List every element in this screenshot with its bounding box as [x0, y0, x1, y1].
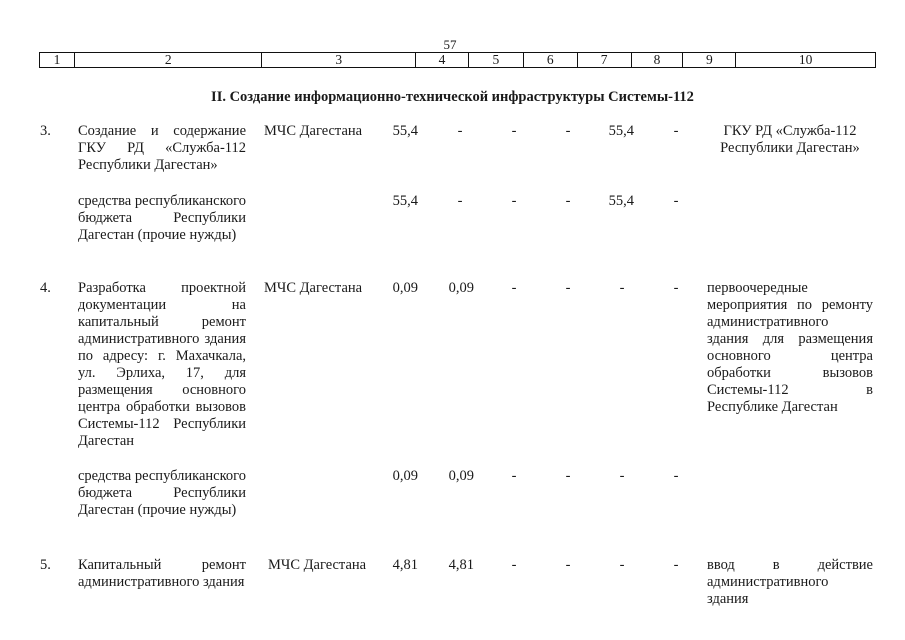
row-executor: МЧС Дагестана — [264, 280, 363, 296]
cell-col4: 4,81 — [392, 557, 418, 573]
cell-col5: 4,81 — [448, 557, 474, 573]
col-header-8: 8 — [632, 53, 684, 67]
cell-col4: 55,4 — [392, 123, 418, 139]
cell-col4: 55,4 — [392, 193, 418, 209]
cell-col6: - — [511, 468, 517, 484]
cell-col5: 0,09 — [448, 280, 474, 296]
cell-col8: 55,4 — [608, 123, 634, 139]
row-funding-name: средства республиканского бюджета Республики Дагестан (прочие нужды) — [78, 193, 246, 243]
cell-col6: - — [511, 557, 517, 573]
section-title: II. Создание информационно-технической инфраструктуры Системы-112 — [211, 89, 694, 105]
col-header-2: 2 — [75, 53, 263, 67]
row-number: 3. — [40, 123, 51, 139]
row-number: 5. — [40, 557, 51, 573]
cell-col9: - — [673, 193, 679, 209]
cell-col9: - — [673, 280, 679, 296]
cell-col6: - — [511, 193, 517, 209]
cell-col9: - — [673, 557, 679, 573]
col-header-5: 5 — [469, 53, 524, 67]
col-header-3: 3 — [262, 53, 416, 67]
cell-col4: 0,09 — [392, 280, 418, 296]
page-number: 57 — [443, 37, 457, 52]
cell-col9: - — [673, 123, 679, 139]
row-result: ГКУ РД «Служба-112 Республики Дагестан» — [720, 123, 860, 156]
row-executor: МЧС Дагестана — [264, 123, 363, 139]
row-name: Капитальный ремонт административного здания — [78, 557, 246, 590]
col-header-4: 4 — [416, 53, 469, 67]
row-name: Создание и содержание ГКУ РД «Служба-112 Республики Дагестан» — [78, 123, 246, 173]
cell-col6: - — [511, 123, 517, 139]
cell-col7: - — [565, 123, 571, 139]
cell-col7: - — [565, 280, 571, 296]
cell-col5: - — [457, 123, 463, 139]
cell-col7: - — [565, 557, 571, 573]
row-executor: МЧС Дагестана — [268, 557, 367, 573]
row-number: 4. — [40, 280, 51, 296]
col-header-9: 9 — [683, 53, 736, 67]
cell-col5: 0,09 — [448, 468, 474, 484]
cell-col7: - — [565, 193, 571, 209]
row-name: Разработка проектной документации на капитальный ремонт административного здания по адресу: г. Махачкала, ул. Эрлиха, 17, для размещения основного центра обработки вызовов Системы-112 Республики Дагестан — [78, 280, 246, 449]
cell-col8: - — [619, 468, 625, 484]
col-header-10: 10 — [798, 52, 813, 67]
column-header-row — [39, 52, 876, 68]
col-header-7: 7 — [578, 53, 632, 67]
col-header-1: 1 — [40, 53, 75, 67]
row-result: ввод в действие административного здания — [707, 557, 873, 607]
cell-col8: - — [619, 557, 625, 573]
cell-col8: - — [619, 280, 625, 296]
cell-col6: - — [511, 280, 517, 296]
cell-col9: - — [673, 468, 679, 484]
cell-col4: 0,09 — [392, 468, 418, 484]
row-funding-name: средства республиканского бюджета Республики Дагестан (прочие нужды) — [78, 468, 246, 518]
cell-col8: 55,4 — [608, 193, 634, 209]
col-header-6: 6 — [524, 53, 578, 67]
cell-col7: - — [565, 468, 571, 484]
cell-col5: - — [457, 193, 463, 209]
row-result: первоочередные мероприятия по ремонту административного здания для размещения основного центра обработки вызовов Системы-112 в Республике Дагестан — [707, 280, 873, 415]
